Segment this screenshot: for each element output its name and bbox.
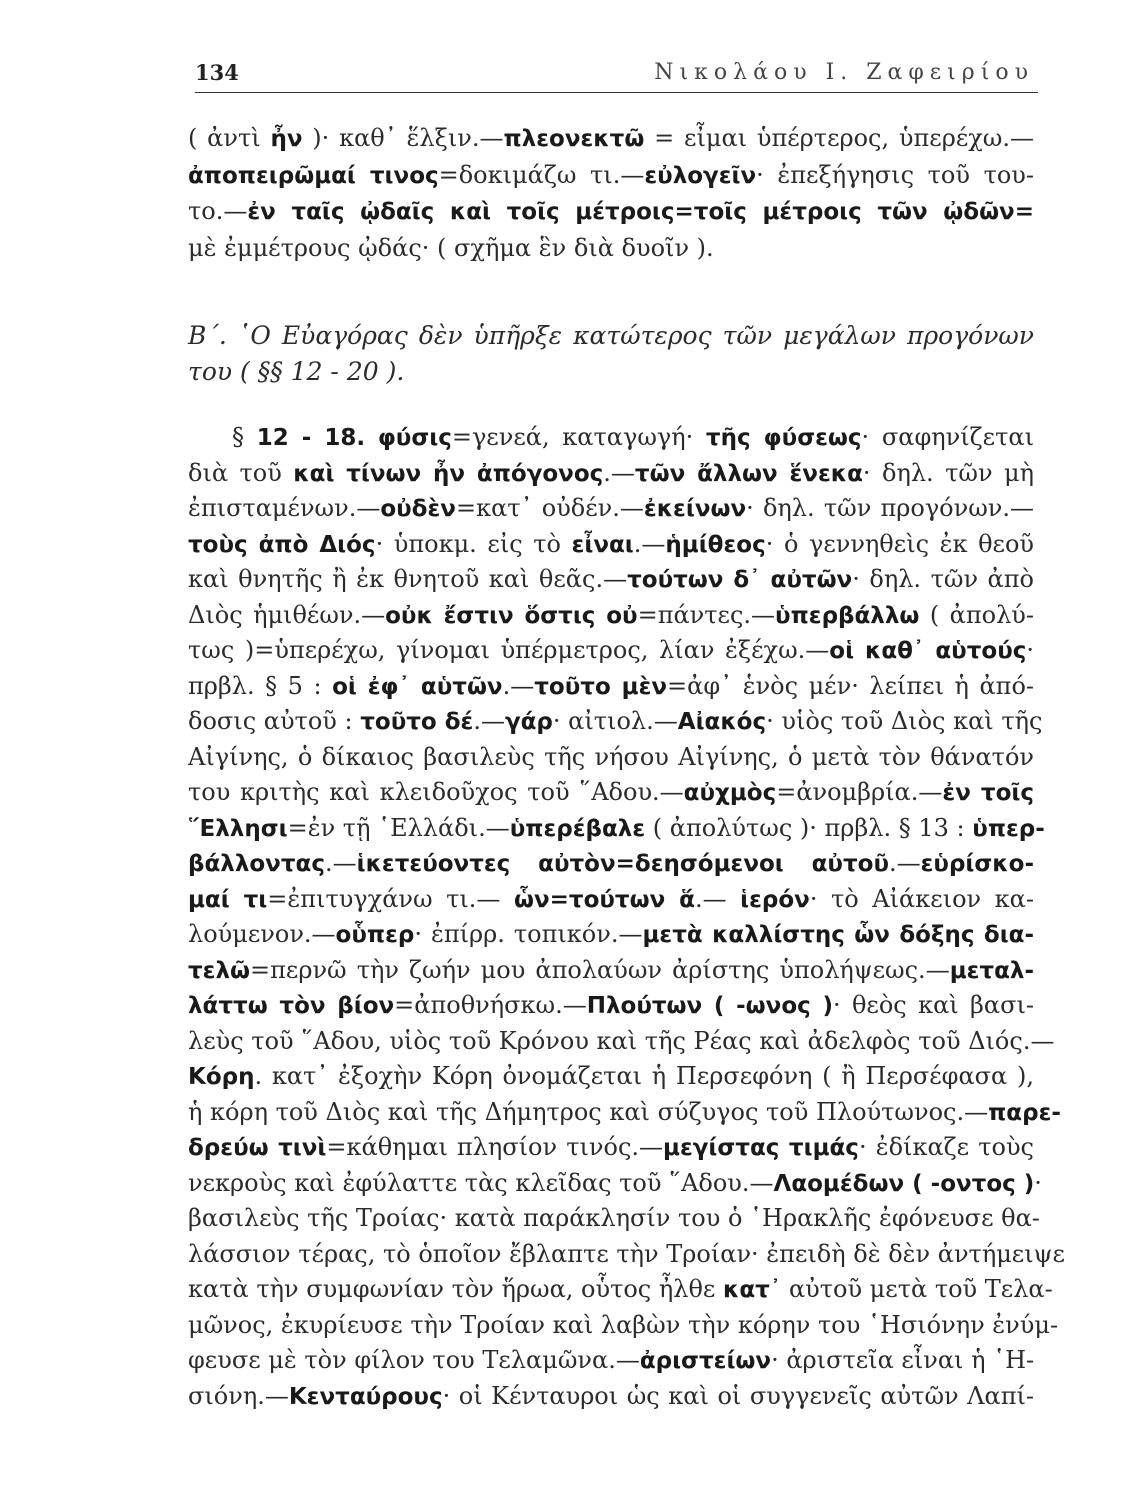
glossary-term: Πλούτων ( -ωνος ) [586,993,833,1019]
text-run: πρβλ. § 5 : [188,671,333,700]
glossary-term: ῞Ελλησι [188,815,288,842]
text-run: ( ἀπολύτως )· πρβλ. § 13 : [645,813,973,842]
text-line [188,490,1034,527]
text-run: · δηλ. τῶν προγόνων.— [746,494,1034,522]
glossary-term: μεγίστας τιμάς [663,1135,859,1161]
page-number: 134 [195,60,239,85]
glossary-term: ἀποπειρῶμαί τινος [188,162,439,189]
text-run: ( ἀπολύ- [919,600,1034,629]
glossary-term: δρεύω τινὶ [188,1135,327,1161]
text-run: = εἶμαι ὑπέρτερος, ὑπερέχω.— [644,124,1035,152]
section-title-line-1: Β΄. ῾Ο Εὐαγόρας δὲν ὑπῆρξε κατώτερος τῶν μεγάλων προγόνων [188,321,1034,350]
text-line [188,632,1034,669]
text-run: =ἀποθνήσκω.— [394,991,587,1019]
glossary-term: οὗπερ [335,922,415,948]
glossary-term: τούτων δ᾿ αὐτῶν [627,567,853,593]
text-run: βασιλεὺς τῆς Τροίας· κατὰ παράκλησίν του ὁ ῾Ηρακλῆς ἐφόνευσε θα- [188,1204,1040,1232]
text-run: · δηλ. τῶν ἀπὸ [852,565,1034,593]
text-run: · δηλ. τῶν μὴ [862,458,1034,487]
glossary-term: μετὰ καλλίστης ὧν δόξης δια- [642,922,1035,948]
text-run: · [1026,636,1034,664]
glossary-term: ἱκετεύοντες αὐτὸν=δεησόμενοι αὐτοῦ [356,851,889,877]
text-line [188,952,1034,989]
glossary-term: τελῶ [188,957,251,984]
text-run: Διὸς ἡμιθέων.— [188,600,386,629]
text-run: λεὺς τοῦ ῞Αδου, υἱὸς τοῦ Κρόνου καὶ τῆς Ρέας καὶ ἀδελφὸς τοῦ Διός.— [188,1026,1055,1055]
text-run: · θεὸς καὶ βασι- [833,991,1035,1019]
text-line [188,845,1034,882]
text-run: .— [888,849,921,877]
text-run [365,423,378,451]
glossary-term: τοῦτο δέ [360,709,474,735]
text-run: · σαφηνίζεται [861,423,1034,451]
text-line [188,120,1034,157]
text-line [188,1342,1034,1379]
text-run: .— [502,671,535,700]
glossary-term: βάλλοντας [188,851,325,877]
text-run: § [232,423,257,451]
section-title-line-2: του ( §§ 12 - 20 ). [188,357,405,386]
glossary-term: μεταλ- [949,957,1034,984]
text-run: λάσσιον τέρας, τὸ ὁποῖον ἔβλαπτε τὴν Τροίαν· ἐπειδὴ δὲ δὲν ἀντήμειψε [188,1239,1065,1268]
text-run: .— [324,849,357,877]
text-run: σιόνη.— [188,1381,289,1410]
text-line [188,1129,1034,1166]
text-line [188,916,1034,953]
text-line [188,561,1034,598]
text-run: =ἐπιτυγχάνω τι.— [267,884,514,913]
text-run: Αἰγίνης, ὁ δίκαιος βασιλεὺς τῆς νήσου Αἰγίνης, ὁ μετὰ τὸν θάνατόν [188,742,1034,771]
text-line [188,193,1034,230]
text-line [188,703,1043,740]
glossary-term: εὐλογεῖν [644,162,757,189]
text-run: · τὸ Αἰάκειον κα- [809,884,1034,913]
text-line [188,668,1034,705]
text-line [188,1165,1042,1202]
text-line [188,1023,1055,1059]
text-line [188,881,1034,918]
text-run: .— [603,458,635,487]
text-run: του κριτὴς καὶ κλειδοῦχος τοῦ ῞Αδου.— [188,778,684,806]
text-run: · υἱὸς τοῦ Διὸς καὶ τῆς [766,707,1043,735]
text-run: =κάθημαι πλησίον τινός.— [326,1133,664,1161]
text-run: · [1034,1168,1042,1197]
text-line [188,1271,1053,1308]
text-run: .— [473,707,505,735]
glossary-term: αὐχμὸς [683,780,777,806]
glossary-term: ἐν τοῖς [942,780,1034,806]
text-line [188,739,1034,775]
glossary-term: εἶναι [571,531,634,558]
text-run: διὰ τοῦ [188,458,294,487]
text-run: =γενεά, καταγωγή· [451,423,706,451]
text-run: κατὰ τὴν συμφωνίαν τὸν ἥρωα, οὗτος ἦλθε [188,1275,723,1303]
glossary-term: εὑρίσκο- [920,851,1034,877]
text-line [188,1094,1061,1131]
text-line [188,987,1034,1024]
text-run: · οἱ Κένταυροι ὡς καὶ οἱ συγγενεῖς αὐτῶν Λαπί- [442,1381,1034,1410]
text-run: · ἐδίκαζε τοὺς [858,1133,1034,1161]
glossary-term: 12 - 18. [256,425,366,451]
glossary-term: καὶ τίνων ἦν ἀπόγονος [293,460,604,487]
glossary-term: ἀριστείων [639,1348,772,1374]
glossary-term: ὑπερβάλλω [775,602,920,629]
text-run: =ἀφ᾿ ἑνὸς μέν· λείπει ἡ ἀπό- [667,671,1034,700]
page-header [195,58,1038,93]
text-run: καὶ θνητῆς ἢ ἐκ θνητοῦ καὶ θεᾶς.— [188,565,628,593]
glossary-term: τοῦτο μὲν [534,673,668,700]
glossary-term: Κόρη [188,1064,255,1090]
text-line [188,455,1034,492]
text-run: =δοκιμάζω τι.— [438,160,645,189]
text-line [232,419,1034,456]
glossary-term: ὑπερέβαλε [509,815,646,842]
glossary-term: τοὺς ἀπὸ Διός [188,531,376,558]
text-line [188,1200,1040,1236]
text-run: αὐτοῦ μετὰ τοῦ Τελα- [781,1275,1053,1303]
text-run: · ἀριστεῖα εἶναι ἡ ῾Η- [771,1346,1035,1374]
text-run: ἡ κόρη τοῦ Διὸς καὶ τῆς Δήμητρος καὶ σύζυγος τοῦ Πλούτωνος.— [188,1097,989,1126]
text-run: =ἐν τῇ ῾Ελλάδι.— [287,813,510,842]
text-run: · ἐπεξήγησις τοῦ του- [756,160,1034,189]
text-line [188,1307,1059,1343]
text-run: .— [633,529,666,558]
glossary-term: οὐκ ἔστιν ὅστις οὐ [385,602,638,629]
glossary-term: Κενταύρους [288,1383,443,1410]
text-run: ( ἀντὶ [188,124,271,152]
glossary-term: λάττω τὸν βίον [188,993,395,1019]
glossary-term: ἐκείνων [643,496,747,522]
glossary-term: παρε- [988,1099,1061,1126]
glossary-term: ἐν ταῖς ᾠδαῖς καὶ τοῖς μέτροις=τοῖς μέτροις τῶν ᾠδῶν= [247,199,1034,225]
text-run: · ὁ γεννηθεὶς ἐκ θεοῦ [765,529,1035,558]
text-run: · ἐπίρρ. τοπικόν.— [414,920,643,948]
text-line [188,774,1034,811]
glossary-term: τῆς φύσεως [705,425,862,451]
glossary-term: κατ᾿ [722,1277,782,1303]
glossary-term: Λαομέδων ( -οντος ) [773,1170,1035,1197]
text-line [188,1058,1034,1095]
glossary-term: μαί τι [188,886,268,913]
text-run: =κατ᾿ οὐδέν.— [455,494,644,522]
text-line [188,526,1034,563]
glossary-term: ἱερόν [740,886,810,913]
text-line [188,597,1034,634]
text-run: =πάντες.— [637,600,776,629]
text-run: . κατ᾿ ἐξοχὴν Κόρη ὀνομάζεται ἡ Περσεφόνη ( ἢ Περσέφασα ), [254,1062,1034,1090]
running-head: Νικολάου Ι. Ζαφειρίου [654,60,1034,85]
text-run: · αἰτιολ.— [552,707,678,735]
text-run: τως )=ὑπερέχω, γίνομαι ὑπέρμετρος, λίαν ἐξέχω.— [188,636,830,664]
glossary-term: ὑπερ- [972,815,1045,842]
text-line [188,1236,1065,1272]
text-run: )· καθ᾿ ἕλξιν.— [302,124,504,152]
glossary-term: οὐδὲν [380,496,456,522]
glossary-term: φύσις [377,425,452,451]
text-run: νεκροὺς καὶ ἐφύλαττε τὰς κλεῖδας τοῦ ῞Αδου.— [188,1168,774,1197]
glossary-term: γάρ [504,709,553,735]
text-run: .— [694,884,741,913]
text-run: λούμενον.— [188,920,336,948]
text-run: φευσε μὲ τὸν φίλον του Τελαμῶνα.— [188,1346,640,1374]
glossary-term: ἡμίθεος [665,531,766,558]
glossary-term: τῶν ἄλλων ἕνεκα [634,460,863,487]
glossary-term: ὧν=τούτων ἅ [513,886,695,913]
text-line [188,157,1034,194]
glossary-term: οἱ ἐφ᾿ αὑτῶν [332,673,503,700]
text-run: το.— [188,197,248,225]
text-line [188,1378,1034,1415]
text-line [188,230,1034,266]
text-run: =ἀνομβρία.— [776,778,943,806]
glossary-term: Αἰακός [677,709,767,735]
text-run: μὲ ἐμμέτρους ᾠδάς· ( σχῆμα ἓν διὰ δυοῖν ). [188,233,714,262]
glossary-term: οἱ καθ᾿ αὑτούς [829,638,1027,664]
text-run: δοσις αὐτοῦ : [188,707,361,735]
text-run: μῶνος, ἐκυρίευσε τὴν Τροίαν καὶ λαβὼν τὴν κόρην του ῾Ησιόνην ἐνύμ- [188,1310,1059,1339]
text-run: =περνῶ τὴν ζωήν μου ἀπολαύων ἀρίστης ὑπολήψεως.— [250,955,950,984]
glossary-term: πλεονεκτῶ [503,126,645,152]
glossary-term: ἦν [270,126,303,152]
text-line [188,810,1045,847]
text-run: ἐπισταμένων.— [188,494,381,522]
text-run: · ὑποκμ. εἰς τὸ [375,529,572,558]
